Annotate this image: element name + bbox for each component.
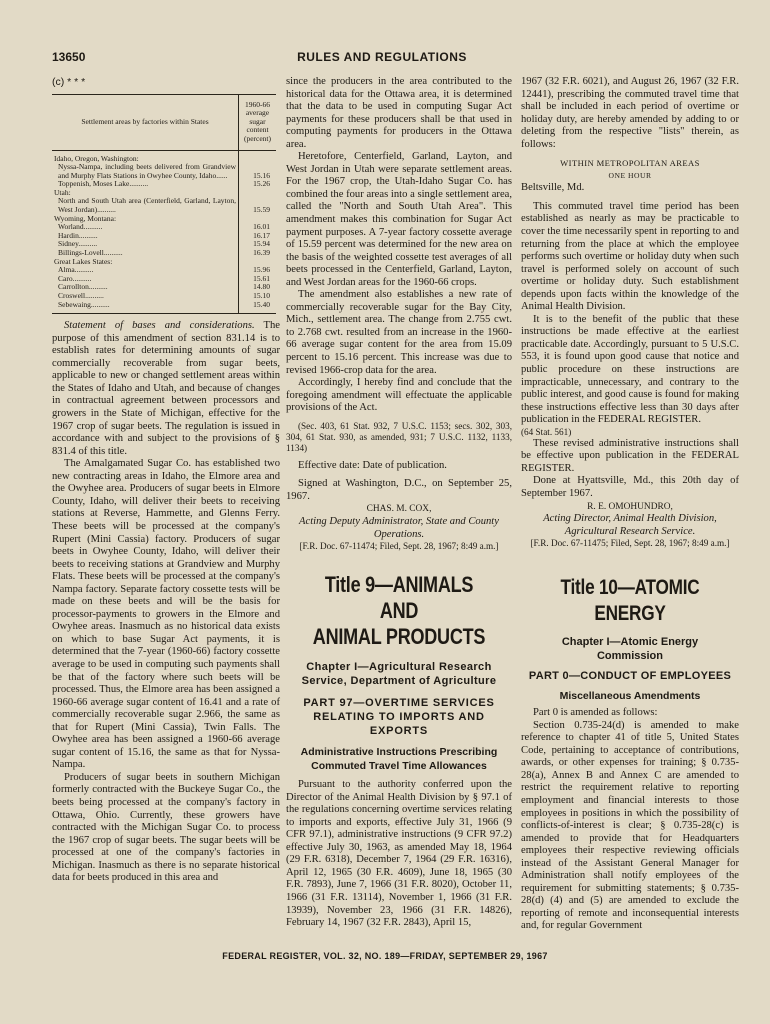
paragraph: These revised administrative instructions shall be effective upon publication in the FEDERAL REGISTER. bbox=[521, 437, 739, 474]
one-hour-heading: ONE HOUR bbox=[608, 170, 652, 180]
sugar-content-cell: 14.80 bbox=[239, 283, 277, 292]
instructions-heading: Administrative Instructions Prescribing Commuted Travel Time Allowances bbox=[300, 746, 498, 772]
sugar-content-cell: 15.10 bbox=[239, 292, 277, 301]
paragraph: 1967 (32 F.R. 6021), and August 26, 1967 (32 F.R. 12441), prescribing the commuted travel time that shall be included in each period of overtime or holiday duty, are hereby amended by adding to or deleting from the respective "lists" therein, as follows: bbox=[521, 76, 739, 150]
settlement-area-cell: Nyssa-Nampa, including beets delivered from Grandview and Murphy Flats Stations in Owyhee County, Idaho...... bbox=[58, 162, 236, 180]
paragraph-marker: (c) * * * bbox=[52, 76, 86, 88]
signatory-title bbox=[286, 516, 512, 541]
paragraph: Heretofore, Centerfield, Garland, Layton, and West Jordan in Utah were separate settlement areas. For the 1967 crop, the Utah-Idaho Sugar Co. has combined the four areas into a single settlement area, called the "North and South Utah Area". This amendment makes this combination for Sugar Act payment purposes. A 7-year factory cossette average of 15.59 percent was determined for the new area on the basis of the weighted cossette test averages of all beets processed in the Centerfield, Garland, Layton, and West Jordan areas for the 1960-66 crops. bbox=[286, 151, 512, 288]
done-line: Done at Hyattsville, Md., this 20th day of September 1967. bbox=[521, 475, 739, 499]
settlement-area-cell: Idaho, Oregon, Washington: bbox=[54, 153, 139, 163]
settlement-area-cell: Alma.......... bbox=[58, 265, 94, 275]
signed-line: Signed at Washington, D.C., on September 25, 1967. bbox=[286, 478, 512, 502]
fr-doc-line: [F.R. Doc. 67-11475; Filed, Sept. 28, 1967; 8:49 a.m.] bbox=[530, 538, 730, 549]
paragraph: Part 0 is amended as follows: bbox=[533, 707, 658, 719]
title-9-line-1: Title 9—ANIMALS AND bbox=[324, 572, 474, 624]
title-10-heading: Title 10—ATOMIC ENERGY bbox=[560, 576, 700, 626]
column-2 bbox=[286, 76, 512, 930]
page-number: 13650 bbox=[52, 50, 86, 64]
paragraph: Producers of sugar beets in southern Michigan formerly contracted with the Buckeye Sugar Co., the beets being processed at the company's factory in Ottawa, Ohio. Currently, these growers have contracted with the Michigan Sugar Co. to process the 1967 crop of sugar beets. The sugar beets will be processed at one of the company's factories in Michigan. Inasmuch as there is no separate historical data for beets produced in this area and bbox=[52, 771, 280, 884]
title-9-heading bbox=[306, 572, 491, 650]
settlement-area-cell: Toppenish, Moses Lake.......... bbox=[58, 179, 149, 189]
part-heading: PART 97—OVERTIME SERVICES RELATING TO IMPORTS AND EXPORTS bbox=[303, 697, 495, 738]
sugar-content-cell: 15.59 bbox=[239, 197, 277, 214]
paragraph: It is to the benefit of the public that these instructions be made effective at the earliest practicable date. Accordingly, pursuant to 5 U.S.C. 553, it is found upon good cause that notice and public procedure on these instructions are impracticable, unnecessary, and contrary to the public interest, and good cause is found for making these instructions effective less than 30 days after publication in the FEDERAL REGISTER. bbox=[521, 313, 739, 426]
table-header-area: Settlement areas by factories within States bbox=[52, 94, 239, 150]
settlement-area-cell: Sidney.......... bbox=[58, 239, 98, 249]
settlement-area-cell: Great Lakes States: bbox=[54, 256, 113, 266]
effective-date: Effective date: Date of publication. bbox=[298, 459, 447, 471]
paragraph: This commuted travel time period has been established as nearly as may be practicable to cover the time necessarily spent in reporting to and returning from the place at which the employee performs such overtime or holiday duty when such travel is performed solely on account of such overtime or holiday duty. Such establishment depends upon facts within the knowledge of the Animal Health Division. bbox=[521, 200, 739, 313]
table-body bbox=[52, 150, 276, 314]
settlement-area-cell: Billings-Lovell.......... bbox=[58, 248, 123, 258]
settlement-area-cell: Croswell.......... bbox=[58, 291, 104, 301]
signatory-name: R. E. OMOHUNDRO, bbox=[587, 501, 673, 512]
column-1 bbox=[52, 76, 280, 885]
page-footer: FEDERAL REGISTER, VOL. 32, NO. 189—FRIDAY, SEPTEMBER 29, 1967 bbox=[222, 951, 548, 961]
settlement-area-cell: North and South Utah area (Centerfield, Garland, Layton, West Jordan).......... bbox=[58, 196, 236, 215]
sugar-content-cell bbox=[239, 150, 277, 163]
within-metropolitan-heading: WITHIN METROPOLITAN AREAS bbox=[560, 158, 700, 169]
chapter-heading: Chapter I—Atomic Energy Commission bbox=[561, 636, 699, 663]
table-row bbox=[52, 180, 276, 189]
running-title: RULES AND REGULATIONS bbox=[297, 50, 467, 64]
signatory-name: CHAS. M. COX, bbox=[366, 504, 432, 515]
sugar-content-cell: 16.39 bbox=[239, 249, 277, 258]
sugar-content-cell: 15.26 bbox=[239, 180, 277, 189]
statutory-citation: (Sec. 403, 61 Stat. 932, 7 U.S.C. 1153; secs. 302, 303, 304, 61 Stat. 930, as amended, 931; 7 U.S.C. 1132, 1133, 1134) bbox=[286, 420, 512, 453]
settlement-area-cell: Worland.......... bbox=[58, 222, 103, 232]
statement-heading: Statement of bases and considerations. bbox=[64, 320, 255, 332]
paragraph: Accordingly, I hereby find and conclude that the foregoing amendment will effectuate the applicable provisions of the Act. bbox=[286, 377, 512, 414]
settlement-area-cell: Utah: bbox=[54, 187, 71, 197]
settlement-area-cell: Caro.......... bbox=[58, 273, 92, 283]
sugar-content-cell: 15.94 bbox=[239, 240, 277, 249]
table-header-content: 1960-66 average sugar content (percent) bbox=[239, 94, 277, 150]
location-beltsville: Beltsville, Md. bbox=[521, 182, 585, 194]
stat-citation: (64 Stat. 561) bbox=[521, 426, 572, 437]
settlement-area-cell: Sebewaing.......... bbox=[52, 301, 239, 314]
sugar-content-cell: 15.40 bbox=[239, 301, 277, 314]
paragraph: The amendment also establishes a new rate of commercially recoverable sugar for the Bay City, Mich., settlement area. The change from 2.755 cwt. to 2.768 cwt. resulted from an increase in the 1960-66 average sugar content for the area from 15.09 percent to 15.16 percent. This increase was due to revised 1966-crop data for the area. bbox=[286, 289, 512, 376]
signatory-title-text: Acting Director, Animal Health Division, Agricultural Research Service. bbox=[543, 513, 717, 537]
paragraph: Pursuant to the authority conferred upon the Director of the Animal Health Division by § 97.1 of the regulations concerning overtime services relating to imports and exports, effective July 31, 1966 (9 CFR 97.1), administrative instructions (9 CFR 97.2) effective July 30, 1963, as amended May 18, 1964 (29 F.R. 6318), December 7, 1964 (29 F.R. 16316), April 12, 1965 (30 F.R. 4609), June 18, 1965 (30 F.R. 7893), June 7, 1966 (31 F.R. 8020), October 11, 1966 (31 F.R. 13114), November 1, 1966 (31 F.R. 13939), November 23, 1966 (31 F.R. 14826), February 14, 1967 (32 F.R. 2843), April 15, bbox=[286, 779, 512, 929]
settlement-area-cell: Hardin.......... bbox=[58, 230, 98, 240]
table-row bbox=[52, 301, 276, 314]
title-9-line-2: ANIMAL PRODUCTS bbox=[312, 624, 486, 650]
fr-doc-line: [F.R. Doc. 67-11474; Filed, Sept. 28, 1967; 8:49 a.m.] bbox=[299, 541, 499, 552]
sugar-content-cell: 15.61 bbox=[239, 275, 277, 284]
paragraph: The Amalgamated Sugar Co. has established two new contracting areas in Idaho, the Elmore area and the Owyhee area. Producers of sugar beets in Elmore County, Idaho, will deliver their beets to receiving stations at Reverse, Hammette, and Glenns Ferry. These beets will be processed at the company's Rupert (Mini Cassia) factory. Producers of sugar beets in Owyhee County, Idaho, will deliver their beets to receiving stations at Grandview and Murphy Flats. These beets will be processed at the company's Nampa factory. Separate factory cossette tests will be made on these beets and will be the basis for processor-payments to growers in the Elmore and Owyhee areas. Inasmuch as no historical data exists on which to base Sugar Act payments, it is determined that the 7-year (1960-66) factory cossette average to be used in computing such payments shall be that of the factory where such beets will be processed. Thus, the Elmore area has been assigned a 1960-66 average sugar content of 16.41 and a rate of commercially recoverable sugar 2.966, the same as that for Rupert (Mini Cassia), Twin Falls. The Owyhee area has been assigned a 1960-66 average sugar content of 15.16, the same as that for Nyssa-Nampa. bbox=[52, 458, 280, 771]
table-row bbox=[52, 163, 276, 180]
sugar-content-cell: 16.17 bbox=[239, 232, 277, 241]
sugar-content-cell: 16.01 bbox=[239, 223, 277, 232]
signatory-title-text: Acting Deputy Administrator, State and County Operations. bbox=[299, 515, 499, 540]
paragraph-text: The purpose of this amendment of section 831.14 is to establish rates for determining amounts of sugar commercially recoverable from sugar beets, applicable to new or changed settlement areas within the States of Idaho and Utah, and because of changes in contractual agreement between processors and growers in the State of Michigan, effective for the 1967 crop of sugar beets. The regulation is issued in accordance with and subject to the provisions of § 831.4 of this title. bbox=[52, 320, 280, 457]
sugar-content-table bbox=[52, 94, 276, 315]
paragraph bbox=[52, 320, 280, 458]
signatory-title bbox=[521, 513, 739, 538]
page-header bbox=[52, 50, 712, 68]
part-heading: PART 0—CONDUCT OF EMPLOYEES bbox=[528, 670, 732, 683]
settlement-area-cell: Wyoming, Montana: bbox=[54, 213, 117, 223]
table-row bbox=[52, 197, 276, 214]
chapter-heading: Chapter I—Agricultural Research Service, Department of Agriculture bbox=[301, 661, 497, 688]
paragraph: since the producers in the area contributed to the historical data for the Ottawa area, it is determined that the data to be used in computing Sugar Act payments for these producers shall be that used in computing payments for producers in the Ottawa area. bbox=[286, 76, 512, 150]
paragraph: Section 0.735-24(d) is amended to make reference to chapter 41 of title 5, United States Code, pertaining to acceptance of contributions, awards, or other expenses for training; § 0.735-28(a), Annex B and Annex C are amended to restrict the requirement relative to reporting employment and financial interests to those employees in positions in which the possibility of conflicts-of-interest is clear; § 0.735-28(c) is amended to provide that for Headquarters employees their respective reviewing officials instead of the Assistant General Manager for Administration shall notify employees of the requirement for submitting statements; § 0.735-28(d) (4) and (5) are amended to exclude the reporting of remote and inconsequential interests and, for regular Government bbox=[521, 719, 739, 932]
sugar-content-cell: 15.16 bbox=[239, 163, 277, 180]
column-3 bbox=[521, 76, 739, 933]
settlement-area-cell: Carrollton.......... bbox=[58, 282, 108, 292]
sugar-content-cell: 15.96 bbox=[239, 266, 277, 275]
sugar-content-cell bbox=[239, 189, 277, 198]
misc-amendments-heading: Miscellaneous Amendments bbox=[559, 690, 701, 703]
